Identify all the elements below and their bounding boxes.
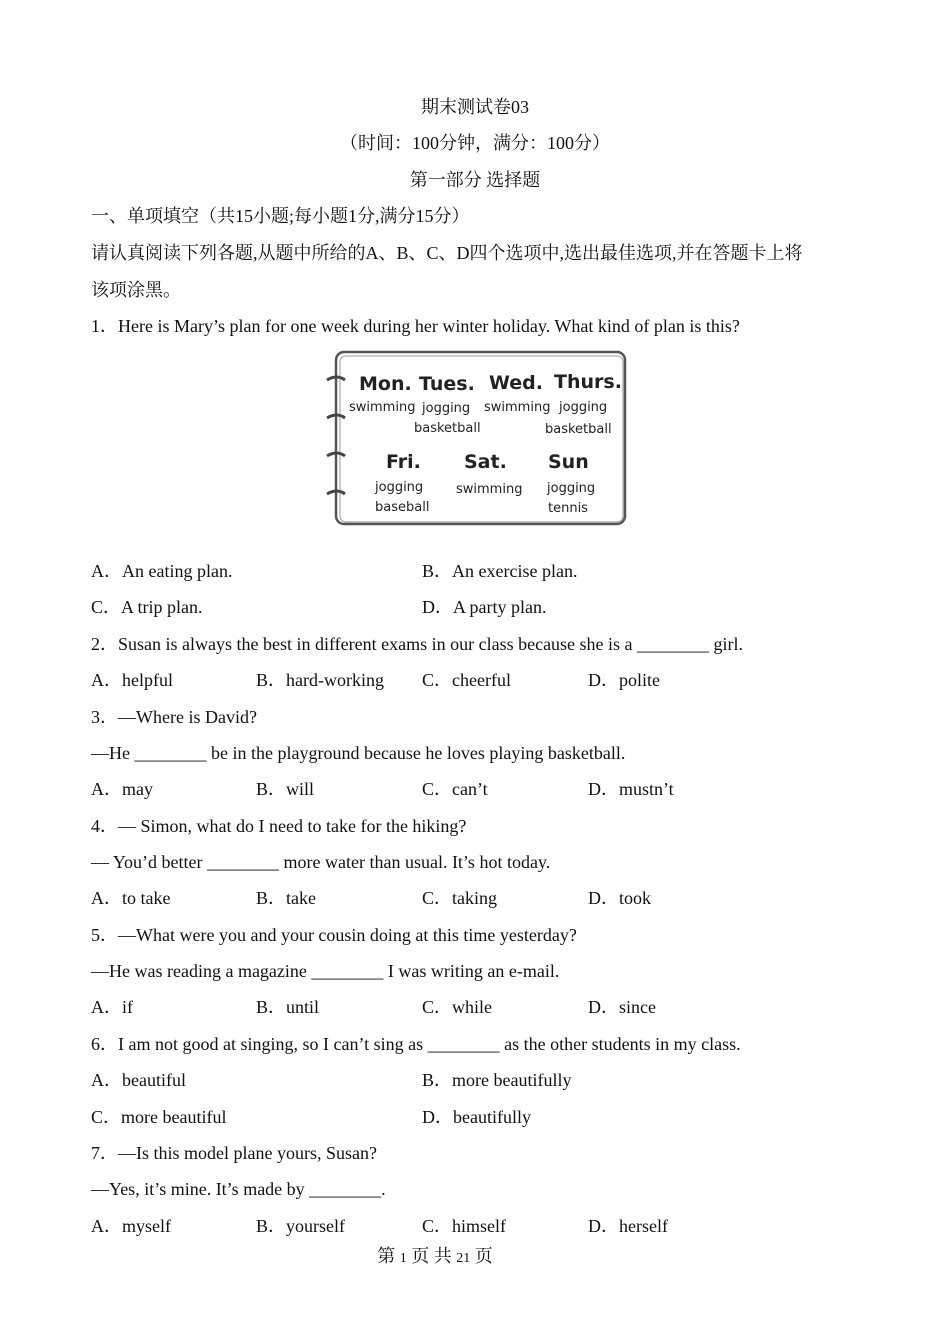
q6-option-a[interactable]: A．beautiful [91,1070,186,1090]
question-6-stem: 6．I am not good at singing, so I can’t sing as ________ as the other students in my class. [91,1034,741,1054]
question-7-response: —Yes, it’s mine. It’s made by ________. [91,1179,386,1199]
q1-option-c[interactable]: C．A trip plan. [91,597,203,617]
question-4-response: — You’d better ________ more water than usual. It’s hot today. [91,852,551,872]
question-5-stem: 5．—What were you and your cousin doing at this time yesterday? [91,925,577,945]
planner-activity: jogging [375,480,424,495]
q5-option-b[interactable]: B．until [256,997,320,1017]
footer-prefix: 第 [377,1246,396,1266]
planner-activity: jogging [547,481,596,496]
q7-option-b[interactable]: B．yourself [256,1216,345,1236]
planner-day-fri: Fri. [386,451,421,473]
q4-option-d[interactable]: D．took [588,888,651,908]
part-heading: 第一部分 选择题 [409,170,541,190]
planner-day-wed: Wed. [489,372,543,394]
planner-activity: tennis [548,501,588,516]
weekly-plan-illustration [323,348,633,530]
q2-option-b[interactable]: B．hard-working [256,670,384,690]
question-7-stem: 7．—Is this model plane yours, Susan? [91,1143,377,1163]
q3-option-c[interactable]: C．can’t [422,779,488,799]
q2-option-d[interactable]: D．polite [588,670,660,690]
instructions-line-2: 该项涂黑。 [91,280,181,300]
q5-option-c[interactable]: C．while [422,997,492,1017]
page-title: 期末测试卷03 [421,97,529,117]
q3-option-a[interactable]: A．may [91,779,153,799]
question-3-stem: 3．—Where is David? [91,707,257,727]
planner-day-tues: Tues. [419,373,475,395]
footer-page-number: 1 [399,1251,407,1266]
question-1-stem: 1．Here is Mary’s plan for one week during her winter holiday. What kind of plan is this? [91,316,740,336]
q4-option-c[interactable]: C．taking [422,888,497,908]
q5-option-d[interactable]: D．since [588,997,656,1017]
q7-option-c[interactable]: C．himself [422,1216,506,1236]
planner-activity: swimming [456,482,523,497]
q1-option-b[interactable]: B．An exercise plan. [422,561,578,581]
footer-suffix: 页 [474,1246,493,1266]
question-5-response: —He was reading a magazine ________ I was writing an e-mail. [91,961,560,981]
instructions-line-1: 请认真阅读下列各题,从题中所给的A、B、C、D四个选项中,选出最佳选项,并在答题卡上将 [91,243,803,263]
exam-subtitle: （时间：100分钟，满分：100分） [340,133,610,153]
q3-option-b[interactable]: B．will [256,779,315,799]
q7-option-a[interactable]: A．myself [91,1216,171,1236]
footer-middle: 页 共 [411,1246,452,1266]
planner-day-sat: Sat. [464,451,507,473]
planner-activity: swimming [349,400,416,415]
planner-activity: baseball [375,500,430,515]
planner-day-sun: Sun [548,451,589,473]
q5-option-a[interactable]: A．if [91,997,133,1017]
question-2-stem: 2．Susan is always the best in different exams in our class because she is a ________ girl. [91,634,744,654]
q2-option-c[interactable]: C．cheerful [422,670,511,690]
q6-option-d[interactable]: D．beautifully [422,1107,531,1127]
page-footer [0,1242,870,1268]
q4-option-b[interactable]: B．take [256,888,316,908]
question-4-stem: 4．— Simon, what do I need to take for the hiking? [91,816,467,836]
planner-day-thurs: Thurs. [554,371,622,393]
q7-option-d[interactable]: D．herself [588,1216,668,1236]
q2-option-a[interactable]: A．helpful [91,670,173,690]
footer-total-pages: 21 [456,1251,471,1266]
q1-option-a[interactable]: A．An eating plan. [91,561,233,581]
planner-day-mon: Mon. [359,373,412,395]
q1-option-d[interactable]: D．A party plan. [422,597,547,617]
section-heading: 一、单项填空（共15小题;每小题1分,满分15分） [91,206,470,226]
planner-activity: jogging [559,400,608,415]
planner-activity: basketball [545,422,612,437]
q6-option-b[interactable]: B．more beautifully [422,1070,572,1090]
question-3-response: —He ________ be in the playground because he loves playing basketball. [91,743,626,763]
q4-option-a[interactable]: A．to take [91,888,171,908]
planner-activity: jogging [422,401,471,416]
planner-activity: basketball [414,421,481,436]
q6-option-c[interactable]: C．more beautiful [91,1107,227,1127]
q3-option-d[interactable]: D．mustn’t [588,779,674,799]
planner-activity: swimming [484,400,551,415]
